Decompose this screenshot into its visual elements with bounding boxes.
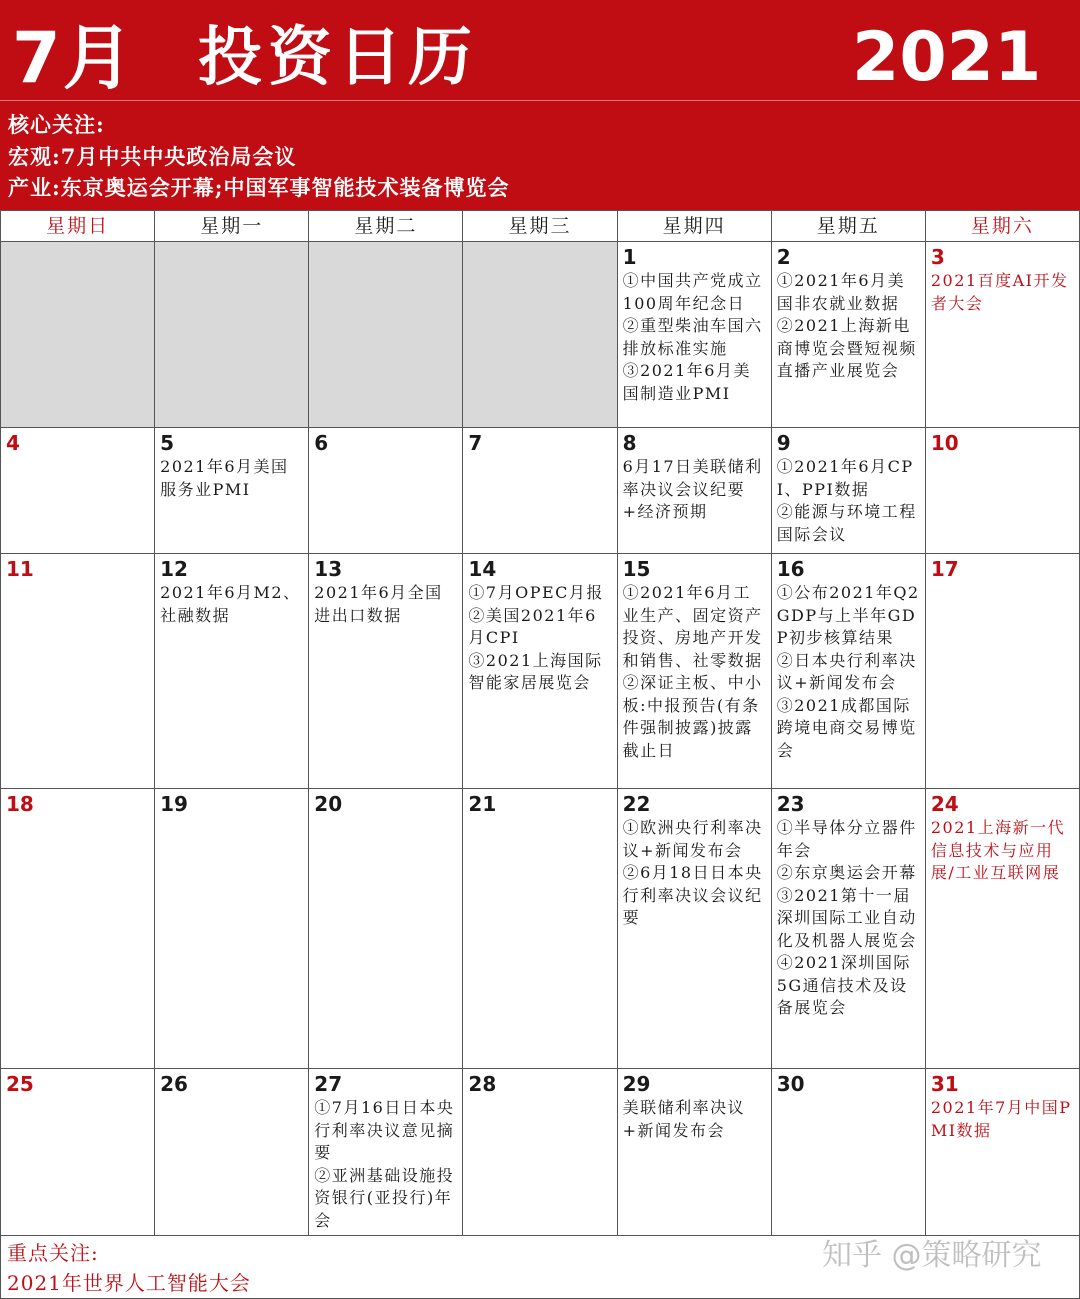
day-number: 29 bbox=[622, 1072, 651, 1096]
event-item: ②能源与环境工程国际会议 bbox=[776, 502, 917, 544]
event-item: ①7月OPEC月报 bbox=[468, 583, 604, 602]
event-list bbox=[926, 817, 1079, 885]
event-item: ②深证主板、中小板:中报预告(有条件强制披露)披露截止日 bbox=[622, 673, 763, 760]
event-item: 2021上海新一代信息技术与应用展/工业互联网展 bbox=[930, 818, 1066, 882]
day-number: 15 bbox=[622, 557, 651, 581]
day-cell bbox=[925, 789, 1079, 1069]
event-item: ③2021年6月美国制造业PMI bbox=[622, 361, 751, 403]
event-list bbox=[463, 582, 616, 695]
day-number: 31 bbox=[930, 1072, 959, 1096]
footer-text: 2021年世界人工智能大会 bbox=[7, 1271, 251, 1295]
header-month: 7月 bbox=[12, 17, 135, 99]
weekday-sun: 星期日 bbox=[1, 211, 155, 242]
day-number: 28 bbox=[468, 1072, 497, 1096]
day-cell bbox=[1, 554, 155, 789]
event-item: ①2021年6月美国非农就业数据 bbox=[776, 271, 906, 313]
day-cell bbox=[617, 1069, 771, 1236]
day-number: 19 bbox=[160, 792, 188, 816]
day-cell bbox=[617, 554, 771, 789]
day-number: 7 bbox=[468, 431, 483, 455]
day-number: 27 bbox=[314, 1072, 343, 1096]
day-cell bbox=[925, 242, 1079, 428]
day-number: 21 bbox=[468, 792, 497, 816]
day-cell bbox=[771, 789, 925, 1069]
day-cell bbox=[617, 242, 771, 428]
day-cell bbox=[309, 428, 463, 554]
event-item: ①2021年6月CPI、PPI数据 bbox=[776, 457, 914, 499]
empty-day-cell bbox=[463, 242, 617, 428]
day-cell bbox=[155, 789, 309, 1069]
day-cell bbox=[771, 242, 925, 428]
event-item: ③2021上海国际智能家居展览会 bbox=[468, 650, 603, 692]
weekday-tue: 星期二 bbox=[309, 211, 463, 242]
event-item: ①2021年6月工业生产、固定资产投资、房地产开发和销售、社零数据 bbox=[622, 583, 763, 670]
event-item: ①欧洲央行利率决议+新闻发布会 bbox=[622, 818, 763, 860]
day-number: 3 bbox=[930, 245, 945, 269]
focus-macro: 宏观:7月中共中央政治局会议 bbox=[8, 144, 297, 169]
event-item: ②亚洲基础设施投资银行(亚投行)年会 bbox=[314, 1165, 455, 1230]
day-number: 4 bbox=[6, 431, 20, 455]
header-year: 2021 bbox=[852, 18, 1042, 97]
event-item: ②2021上海新电商博览会暨短视频直播产业展览会 bbox=[776, 316, 917, 380]
watermark: 知乎 @策略研究 bbox=[822, 1238, 1042, 1273]
weekday-wed: 星期三 bbox=[463, 211, 617, 242]
event-item: ②6月18日日本央行利率决议会议纪要 bbox=[622, 863, 763, 927]
event-list bbox=[926, 270, 1079, 315]
header-divider bbox=[0, 100, 1080, 101]
day-number: 24 bbox=[930, 792, 959, 816]
day-cell bbox=[771, 554, 925, 789]
day-number: 12 bbox=[160, 557, 188, 581]
day-number: 26 bbox=[160, 1072, 188, 1096]
weekday-fri: 星期五 bbox=[771, 211, 925, 242]
day-cell bbox=[925, 428, 1079, 554]
event-list bbox=[618, 456, 771, 524]
day-number: 6 bbox=[314, 431, 329, 455]
event-item: ①公布2021年Q2 GDP与上半年GDP初步核算结果 bbox=[776, 583, 920, 647]
event-list bbox=[618, 270, 771, 405]
empty-day-cell bbox=[309, 242, 463, 428]
day-cell bbox=[925, 1069, 1079, 1236]
event-list bbox=[155, 582, 308, 627]
event-list bbox=[618, 582, 771, 762]
event-list bbox=[772, 456, 925, 546]
event-list bbox=[309, 582, 462, 627]
event-item: ①7月16日日本央行利率决议意见摘要 bbox=[314, 1098, 455, 1162]
day-number: 16 bbox=[776, 557, 805, 581]
calendar-header bbox=[0, 0, 1080, 210]
weekday-thu: 星期四 bbox=[617, 211, 771, 242]
day-number: 10 bbox=[930, 431, 959, 455]
event-item: ②美国2021年6月CPI bbox=[468, 605, 597, 647]
event-item: ②重型柴油车国六排放标准实施 bbox=[622, 316, 763, 358]
day-number: 17 bbox=[930, 557, 959, 581]
day-number: 14 bbox=[468, 557, 497, 581]
week-row bbox=[1, 554, 1080, 789]
day-cell bbox=[771, 1069, 925, 1236]
day-number: 20 bbox=[314, 792, 343, 816]
event-item: ③2021第十一届深圳国际工业自动化及机器人展览会 bbox=[776, 885, 917, 950]
day-cell bbox=[155, 428, 309, 554]
event-item: ④2021深圳国际5G通信技术及设备展览会 bbox=[776, 953, 911, 1017]
week-row bbox=[1, 789, 1080, 1069]
day-number: 5 bbox=[160, 431, 175, 455]
week-row bbox=[1, 428, 1080, 554]
day-number: 22 bbox=[622, 792, 651, 816]
header-title: 投资日历 bbox=[198, 20, 478, 95]
day-cell bbox=[1, 428, 155, 554]
event-list bbox=[772, 817, 925, 1020]
event-item: ③2021成都国际跨境电商交易博览会 bbox=[776, 695, 917, 760]
event-list bbox=[772, 582, 925, 762]
day-number: 1 bbox=[622, 245, 637, 269]
day-cell bbox=[155, 1069, 309, 1236]
day-number: 9 bbox=[776, 431, 791, 455]
empty-day-cell bbox=[1, 242, 155, 428]
day-cell bbox=[925, 554, 1079, 789]
day-number: 30 bbox=[776, 1072, 805, 1096]
focus-label: 核心关注: bbox=[8, 112, 105, 137]
day-cell bbox=[155, 554, 309, 789]
event-item: 2021年6月全国进出口数据 bbox=[314, 583, 443, 625]
calendar-grid bbox=[0, 210, 1080, 1236]
day-number: 23 bbox=[776, 792, 805, 816]
event-item: ①半导体分立器件年会 bbox=[776, 818, 917, 860]
event-item: 2021年6月M2、社融数据 bbox=[160, 583, 301, 625]
day-cell bbox=[1, 789, 155, 1069]
event-list bbox=[772, 270, 925, 383]
day-cell bbox=[771, 428, 925, 554]
footer-label: 重点关注: bbox=[7, 1241, 99, 1265]
event-list bbox=[618, 817, 771, 930]
weekday-sat: 星期六 bbox=[925, 211, 1079, 242]
event-item: 美联储利率决议+新闻发布会 bbox=[622, 1098, 746, 1140]
day-number: 13 bbox=[314, 557, 343, 581]
empty-day-cell bbox=[155, 242, 309, 428]
day-number: 18 bbox=[6, 792, 34, 816]
weekday-mon: 星期一 bbox=[155, 211, 309, 242]
day-cell bbox=[617, 428, 771, 554]
event-item: ①中国共产党成立100周年纪念日 bbox=[622, 271, 763, 313]
day-number: 2 bbox=[776, 245, 791, 269]
day-cell bbox=[463, 428, 617, 554]
event-item: 2021年6月美国服务业PMI bbox=[160, 457, 289, 499]
day-cell bbox=[463, 789, 617, 1069]
event-list bbox=[155, 456, 308, 501]
event-list bbox=[926, 1097, 1079, 1142]
event-item: 6月17日美联储利率决议会议纪要+经济预期 bbox=[622, 457, 763, 521]
week-row bbox=[1, 242, 1080, 428]
day-number: 8 bbox=[622, 431, 637, 455]
event-item: ②东京奥运会开幕 bbox=[776, 863, 917, 882]
event-item: ②日本央行利率决议+新闻发布会 bbox=[776, 650, 917, 692]
day-number: 11 bbox=[6, 557, 34, 581]
weekday-header-row bbox=[1, 211, 1080, 242]
event-item: 2021百度AI开发者大会 bbox=[930, 271, 1069, 313]
day-cell bbox=[463, 1069, 617, 1236]
focus-industry: 产业:东京奥运会开幕;中国军事智能技术装备博览会 bbox=[8, 175, 510, 200]
day-cell bbox=[617, 789, 771, 1069]
day-cell bbox=[309, 554, 463, 789]
event-list bbox=[309, 1097, 462, 1232]
day-cell bbox=[1, 1069, 155, 1236]
week-row bbox=[1, 1069, 1080, 1236]
day-number: 25 bbox=[6, 1072, 34, 1096]
day-cell bbox=[463, 554, 617, 789]
event-list bbox=[618, 1097, 771, 1142]
day-cell bbox=[309, 1069, 463, 1236]
event-item: 2021年7月中国PMI数据 bbox=[930, 1098, 1072, 1140]
day-cell bbox=[309, 789, 463, 1069]
